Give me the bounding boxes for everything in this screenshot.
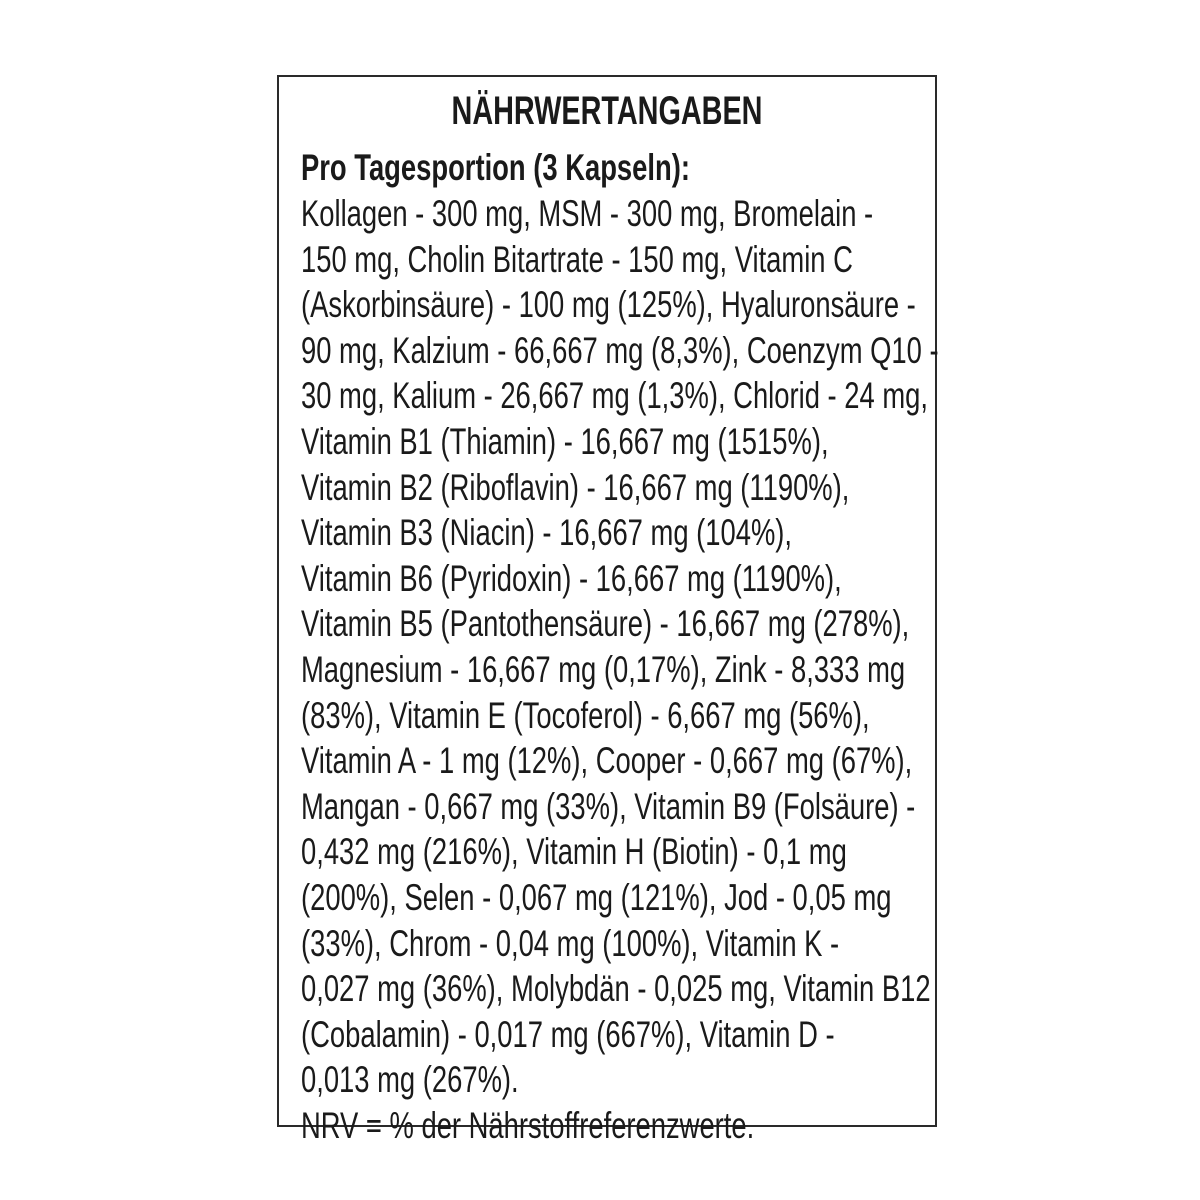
nutrient-line: 0,013 mg (267%). [301,1059,519,1101]
nutrient-line: Vitamin B6 (Pyridoxin) - 16,667 mg (1190%), [301,557,842,599]
nutrient-line: (33%), Chrom - 0,04 mg (100%), Vitamin K - [301,922,840,964]
nutrient-line: (200%), Selen - 0,067 mg (121%), Jod - 0,05 mg [301,876,892,918]
nutrient-line: 150 mg, Cholin Bitartrate - 150 mg, Vitamin C [301,238,853,280]
label-title: NÄHRWERTANGABEN [451,89,763,133]
nutrient-list [301,191,1163,1148]
nutrient-line: Vitamin B3 (Niacin) - 16,667 mg (104%), [301,512,793,554]
nutrient-line: Vitamin A - 1 mg (12%), Cooper - 0,667 mg (67%), [301,740,913,782]
nutrient-line: Vitamin B5 (Pantothensäure) - 16,667 mg (278%), [301,603,910,645]
nutrient-line: Magnesium - 16,667 mg (0,17%), Zink - 8,333 mg [301,648,906,690]
nutrient-line: Kollagen - 300 mg, MSM - 300 mg, Bromelain - [301,193,874,234]
nutrient-line: 90 mg, Kalzium - 66,667 mg (8,3%), Coenzym Q10 - [301,329,939,371]
nutrient-line: (Cobalamin) - 0,017 mg (667%), Vitamin D - [301,1013,835,1055]
label-subtitle: Pro Tagesportion (3 Kapseln): [301,147,690,188]
nutrient-line: 30 mg, Kalium - 26,667 mg (1,3%), Chlorid - 24 mg, [301,375,928,417]
nutrient-line: (83%), Vitamin E (Tocoferol) - 6,667 mg (56%), [301,694,870,736]
nutrient-line: 0,432 mg (216%), Vitamin H (Biotin) - 0,1 mg [301,831,847,873]
nutrient-line: 0,027 mg (36%), Molybdän - 0,025 mg, Vitamin B12 [301,968,931,1010]
nutrient-line: Vitamin B1 (Thiamin) - 16,667 mg (1515%), [301,420,829,462]
nrv-footnote: NRV = % der Nährstoffreferenzwerte. [301,1104,755,1146]
nutrition-facts-label [277,75,939,1146]
nutrient-line: (Askorbinsäure) - 100 mg (125%), Hyaluronsäure - [301,284,916,326]
nutrient-line: Mangan - 0,667 mg (33%), Vitamin B9 (Folsäure) - [301,785,916,827]
nutrient-line: Vitamin B2 (Riboflavin) - 16,667 mg (1190%), [301,466,850,508]
